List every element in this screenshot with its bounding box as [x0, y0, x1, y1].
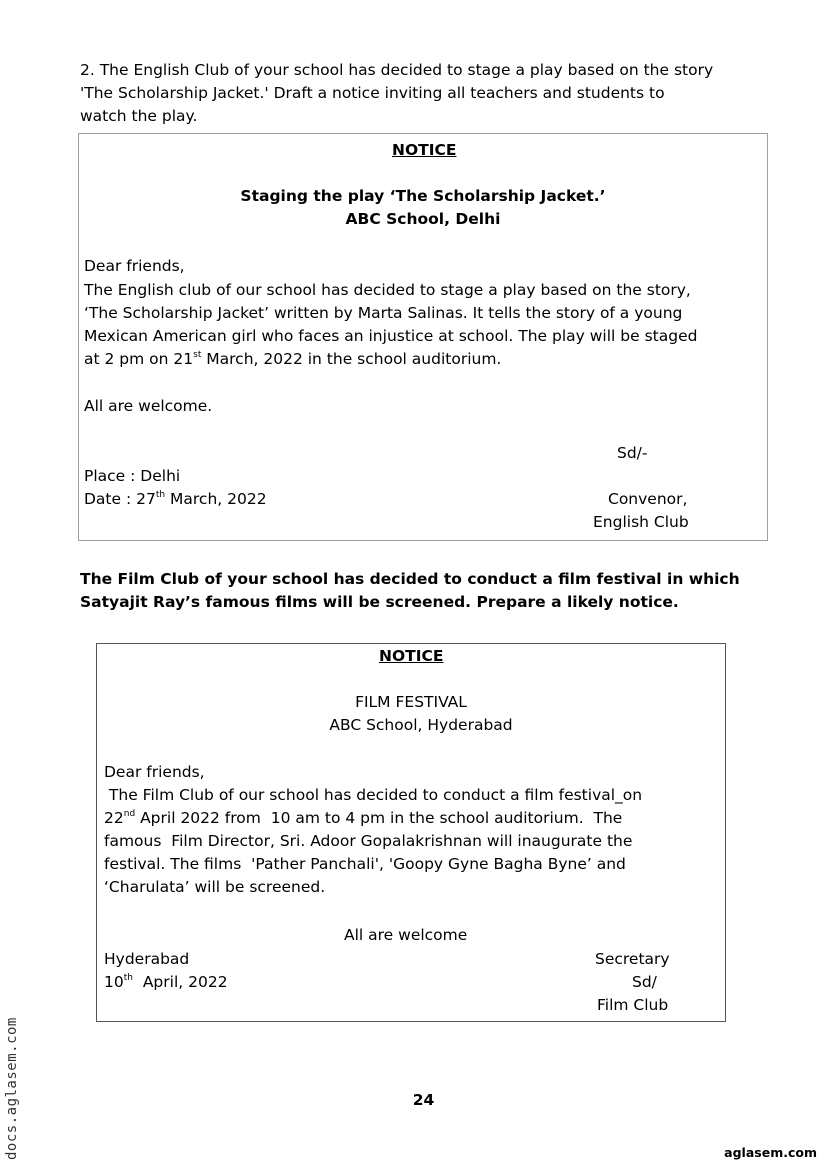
page-number: 24 [412, 1091, 435, 1109]
question-1-line-3: watch the play. [80, 107, 198, 125]
notice-1-designation: Convenor, [608, 490, 688, 508]
notice-2-body-line-4: festival. The films 'Pather Panchali', 'Goopy Gyne Bagha Byne’ and [104, 855, 626, 873]
notice-2-greeting: Dear friends, [104, 763, 205, 781]
notice-1-signature: Sd/- [617, 444, 648, 462]
question-1-line-2: 'The Scholarship Jacket.' Draft a notice inviting all teachers and students to [80, 84, 665, 102]
question-2-line-1: The Film Club of your school has decided to conduct a film festival in which [80, 570, 740, 588]
notice-1-body-line-4: at 2 pm on 21st March, 2022 in the school auditorium. [84, 349, 502, 368]
notice-2-heading: NOTICE [379, 647, 444, 665]
notice-1-club: English Club [593, 513, 689, 531]
notice-1-place: Place : Delhi [84, 467, 181, 485]
notice-1-welcome: All are welcome. [84, 397, 213, 415]
side-watermark: docs.aglasem.com [4, 1017, 20, 1160]
notice-2-body-line-1: The Film Club of our school has decided to conduct a film festival_on [104, 786, 643, 804]
notice-1-body-line-3: Mexican American girl who faces an injustice at school. The play will be staged [84, 327, 698, 345]
notice-1-school: ABC School, Delhi [345, 210, 501, 228]
notice-2-body-line-3: famous Film Director, Sri. Adoor Gopalakrishnan will inaugurate the [104, 832, 633, 850]
notice-1-body-line-1: The English club of our school has decided to stage a play based on the story, [84, 281, 691, 299]
notice-2-club: Film Club [597, 996, 669, 1014]
notice-2-welcome: All are welcome [344, 926, 468, 944]
notice-1-date: Date : 27th March, 2022 [84, 489, 267, 508]
notice-2-date: 10th April, 2022 [104, 972, 228, 991]
notice-2-place: Hyderabad [104, 950, 190, 968]
notice-2-body-line-2: 22nd April 2022 from 10 am to 4 pm in the school auditorium. The [104, 808, 623, 827]
notice-2-designation: Secretary [595, 950, 670, 968]
question-1-line-1: 2. The English Club of your school has decided to stage a play based on the story [80, 61, 714, 79]
question-2-line-2: Satyajit Ray’s famous films will be screened. Prepare a likely notice. [80, 593, 679, 611]
notice-1-body-line-2: ‘The Scholarship Jacket’ written by Marta Salinas. It tells the story of a young [84, 304, 683, 322]
notice-2-school: ABC School, Hyderabad [329, 716, 513, 734]
footer-watermark: aglasem.com [724, 1145, 817, 1160]
notice-2-title: FILM FESTIVAL [355, 693, 467, 711]
notice-1-heading: NOTICE [392, 141, 457, 159]
notice-1-greeting: Dear friends, [84, 257, 185, 275]
notice-2-body-line-5: ‘Charulata’ will be screened. [104, 878, 326, 896]
notice-2-signature: Sd/ [632, 973, 657, 991]
notice-1-title: Staging the play ‘The Scholarship Jacket.’ [240, 187, 606, 205]
